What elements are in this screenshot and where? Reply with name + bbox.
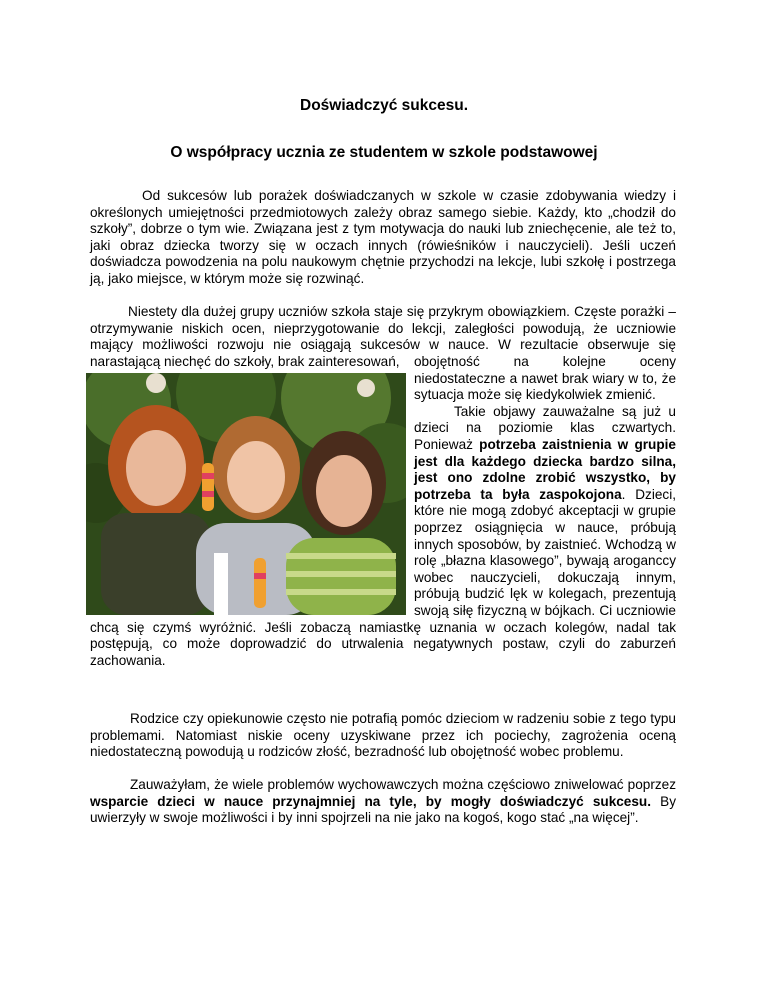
photo-wrap-section (90, 354, 676, 669)
document-title: Doświadczyć sukcesu. (300, 97, 468, 114)
students-photo-illustration (86, 373, 406, 615)
students-photo (86, 373, 406, 615)
paragraph-1 (90, 188, 676, 288)
paragraph-4 (90, 711, 676, 761)
paragraph-5-text-b: By uwierzyły w swoje możliwości i by inni spojrzeli na nie jako na kogoś, kogo stać „na więcej”. (90, 793, 676, 826)
paragraph-2-continued: obojętność na kolejne oceny niedostateczne a nawet brak wiary w to, że sytuacja może się kiedykolwiek zmienić. (414, 354, 676, 403)
paragraph-3-text-b: . Dzieci, które nie mogą zdobyć akceptacji w grupie poprzez osiągnięcia w nauce, próbują innych sposobów, by zaistnieć. Wchodzą w rolę „błazna klasowego”, bywają aroganccy wobec nauczycieli, dokuczają innym, próbują budzić lęk w kolegach, prezentują swoją siłę fizyczną w bójkach. Ci uczniowie chcą się czymś wyróżnić. Jeśli zobaczą namiastkę uznania w oczach kolegów, nadal tak postępują, co może doprowadzić do utrwalenia negatywnych postaw, czyli do zaburzeń zachowania. (90, 486, 676, 668)
paragraph-5 (90, 777, 676, 827)
paragraph-3-text-a: Takie objawy zauważalne są już u dzieci na poziomie klas czwartych. Ponieważ (414, 403, 676, 452)
paragraph-1-text: Od sukcesów lub porażek doświadczanych w szkole w czasie zdobywania wiedzy i określonych umiejętności przedmiotowych zależy obraz samego siebie. Każdy, kto „chodził do szkoły”, dobrze o tym wie. Związana jest z tym motywacja do nauki lub zniechęcenie, ale też to, jaki obraz dziecka tworzy się w oczach innych (rówieśników i nauczycieli). Jeśli uczeń doświadcza powodzenia na polu naukowym chętnie przychodzi na lekcje, lubi szkołę i postrzega ją, jako miejsce, w którym może się rozwinąć. (90, 188, 676, 286)
paragraph-4-text: Rodzice czy opiekunowie często nie potrafią pomóc dzieciom w radzeniu sobie z tego typu problemami. Natomiast niskie oceny uzyskiwane przez ich pociechy, zagrożenia oceną niedostateczną powodują u rodziców złość, bezradność lub obojętność wobec problemu. (90, 711, 676, 760)
document-subtitle: O współpracy ucznia ze studentem w szkole podstawowej (170, 144, 598, 161)
paragraph-3-bold: potrzeba zaistnienia w grupie jest dla każdego dziecka bardzo silna, jest ono zdolne zrobić wszystko, by potrzeba ta była zaspokojona (414, 436, 676, 502)
paragraph-5-bold: wsparcie dzieci w nauce przynajmniej na tyle, by mogły doświadczyć sukcesu. (90, 793, 652, 809)
paragraph-5-text-a: Zauważyłam, że wiele problemów wychowawczych można częściowo zniwelować poprzez (130, 777, 676, 792)
paragraph-2-text: Niestety dla dużej grupy uczniów szkoła staje się przykrym obowiązkiem. Częste porażki – otrzymywanie niskich ocen, nieprzygotowanie do lekcji, zaległości powodują, że uczniowie mający możliwości rozwoju nie osiągają sukcesów w nauce. W rezultacie obserwuje się narastającą niechęć do szkoły, brak zainteresowań, (90, 304, 676, 369)
